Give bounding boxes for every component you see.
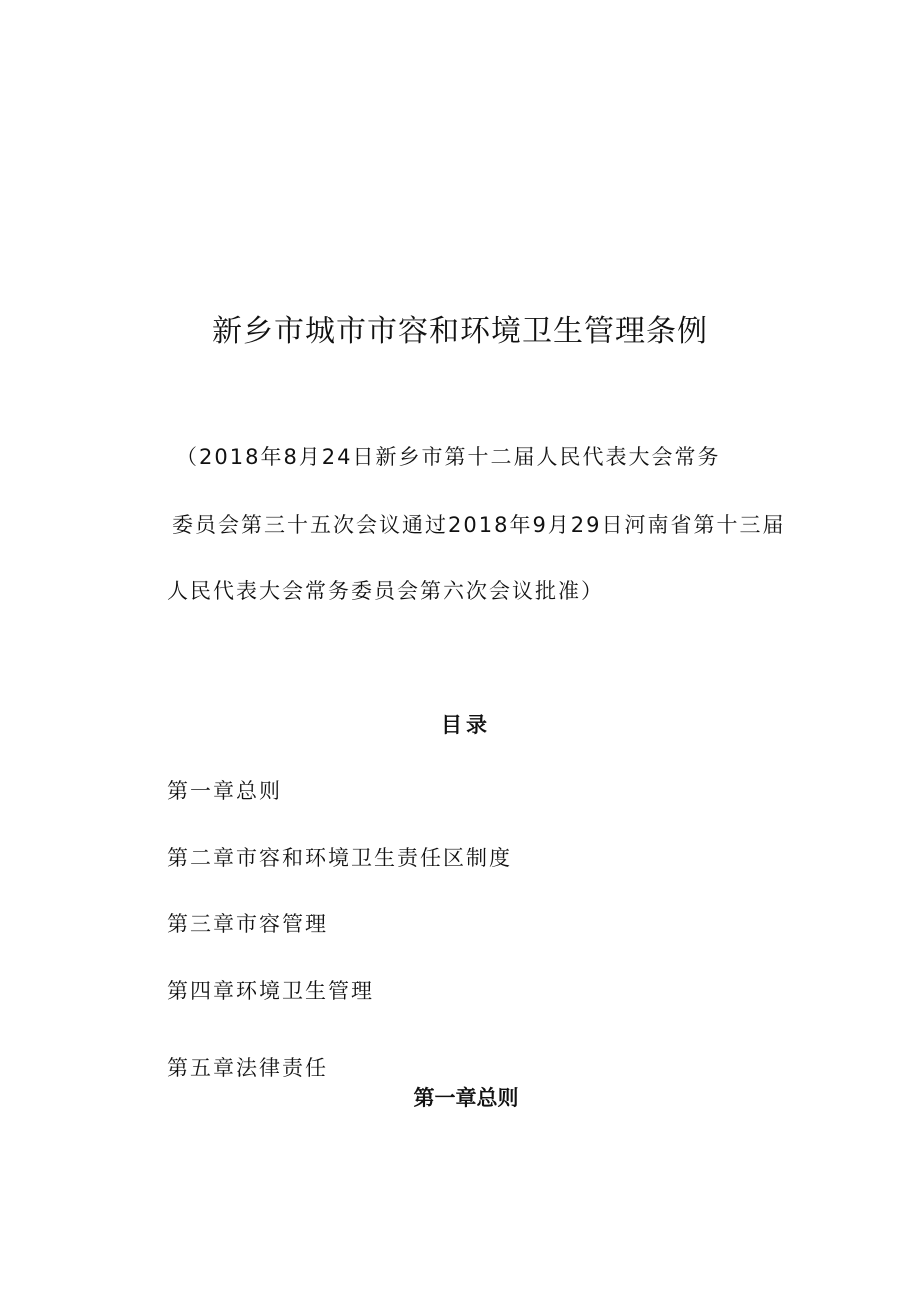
document-title: 新乡市城市市容和环境卫生管理条例 <box>212 314 708 349</box>
toc-item-chapter-5: 第五章法律责任 <box>167 1056 328 1080</box>
adoption-note-line-1: （2018年8月24日新乡市第十二届人民代表大会常务 <box>176 445 721 469</box>
toc-item-chapter-3: 第三章市容管理 <box>167 912 328 936</box>
chapter-1-heading: 第一章总则 <box>413 1086 519 1110</box>
toc-item-chapter-1: 第一章总则 <box>167 779 282 803</box>
adoption-note-line-3: 人民代表大会常务委员会第六次会议批准） <box>167 579 604 603</box>
adoption-note-line-2: 委员会第三十五次会议通过2018年9月29日河南省第十三届 <box>172 513 786 537</box>
toc-item-chapter-2: 第二章市容和环境卫生责任区制度 <box>167 846 512 870</box>
toc-item-chapter-4: 第四章环境卫生管理 <box>167 979 374 1003</box>
toc-heading: 目录 <box>441 713 491 737</box>
